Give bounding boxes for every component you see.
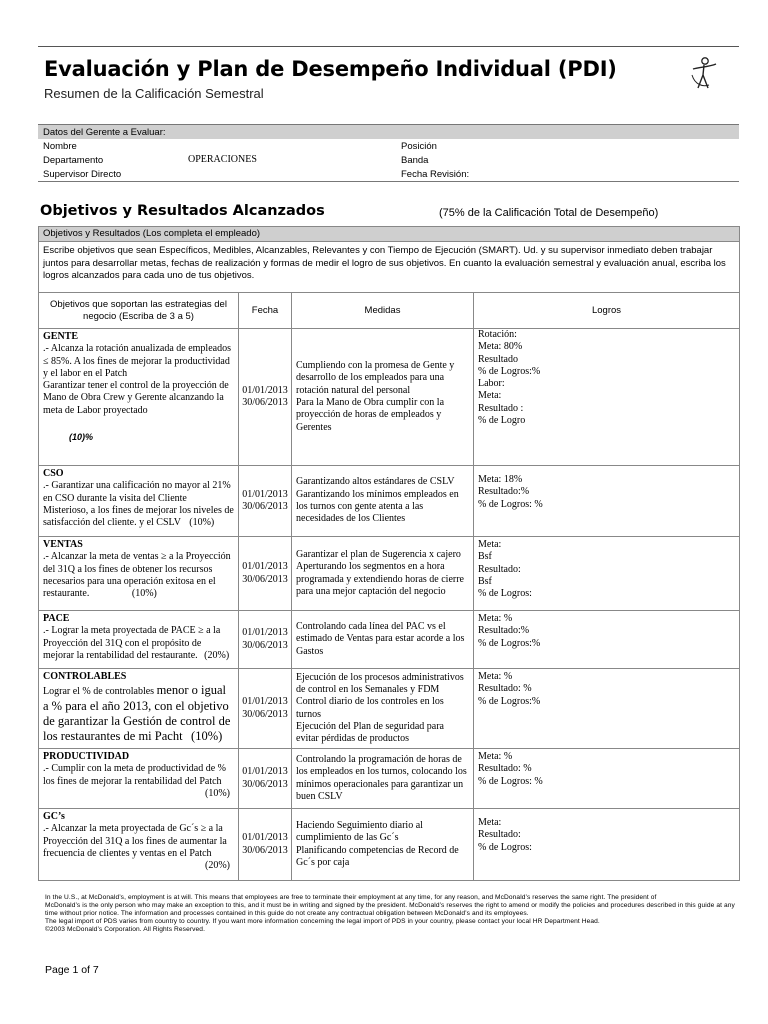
page-title: Evaluación y Plan de Desempeño Individual (PDI) [44,57,617,81]
objective-category: VENTAS [43,539,83,550]
manager-section-label: Datos del Gerente a Evaluar: [38,125,739,140]
objective-logros: Meta: Bsf Resultado: Bsf % de Logros: [474,537,740,611]
fecha-revision-label: Fecha Revisión: [396,167,739,182]
figure-logo-icon [689,55,719,91]
objective-row-productividad [39,749,740,809]
objective-logros: Meta: % Resultado: % % de Logros:% [474,669,740,749]
objective-percent: (10%) [131,588,157,600]
objective-row-ventas [39,537,740,611]
legal-line: ©2003 McDonald’s Corporation. All Rights Reserved. [45,926,206,933]
objective-fecha: 01/01/2013 30/06/2013 [239,749,292,809]
objective-medidas: Controlando cada línea del PAC vs el estimado de Ventas para estar acorde a los Gastos [292,611,474,669]
col-logros-header: Logros [474,293,740,329]
objective-category: PRODUCTIVIDAD [43,751,130,762]
objective-medidas: Garantizar el plan de Sugerencia x cajero Aperturando los segmentos en a hora programada y extendiendo horas de cierre para una mejor captación del negocio [292,537,474,611]
objective-text-small: Lograr el % de controlables [43,686,157,698]
nombre-label: Nombre [43,140,77,152]
objectives-section-title: Objetivos y Resultados Alcanzados [40,203,325,219]
legal-line: In the U.S., at McDonald’s, employment is at will. This means that employees are free to terminate their employment at any time, for any reason, and McDonald’s reserves the same right. The president of [45,894,657,901]
objective-logros: Meta: 18% Resultado:% % de Logros: % [474,466,740,537]
banda-label: Banda [401,154,429,166]
objective-fecha: 01/01/2013 30/06/2013 [239,809,292,881]
objective-category: CSO [43,468,64,479]
objective-logros: Meta: Resultado: % de Logros: [474,809,740,881]
objectives-section-note: (75% de la Calificación Total de Desempeño) [439,207,659,219]
objective-percent: (10%) [189,517,215,529]
posicion-label: Posición [401,140,437,152]
top-rule [38,46,739,47]
objective-fecha: 01/01/2013 30/06/2013 [239,329,292,466]
objective-medidas: Garantizando altos estándares de CSLV Garantizando los mínimos empleados en los turnos con gente atenta a las necesidades de los Clientes [292,466,474,537]
objective-percent: (20%) [205,860,230,872]
objective-logros: Meta: % Resultado: % % de Logros: % [474,749,740,809]
departamento-value: OPERACIONES [188,153,257,165]
legal-line: McDonald’s is the only person who may make an exception to this, and it must be in writing and signed by the president. McDonald’s reserves the right to amend or modify the policies and procedures described in this guide at any time without prior notice. The information and processes contained in this guide do not create any contractual obligation between McDonald’s and its employees. [45,902,735,917]
objectives-bar-label: Objetivos y Resultados (Los completa el empleado) [39,227,740,242]
objective-category: GENTE [43,331,79,342]
objective-text: .- Alcanzar la meta de ventas ≥ a la Proyección del 31Q a los fines de obtener los recursos necesarios para una operación exitosa en el restaurante. [43,551,231,600]
legal-line: The legal import of PDS varies from country to country. If you want more information concerning the legal import of PDS in your country, please contact your local HR Department Head. [45,918,600,925]
objective-text-large: menor o igual a % para el año 2013, con el objetivo de garantizar la Gestión de control de los restaurantes de mi Pacht [43,683,231,744]
legal-disclaimer [45,894,735,934]
objective-fecha: 01/01/2013 30/06/2013 [239,466,292,537]
objective-medidas: Ejecución de los procesos administrativos de control en los Semanales y FDM Control diario de los controles en los turnos Ejecución del Plan de seguridad para evitar pérdidas de productos [292,669,474,749]
objectives-intro: Escribe objetivos que sean Específicos, Medibles, Alcanzables, Relevantes y con Tiempo de Ejecución (SMART). Ud. y su supervisor inmediato deben trabajar juntos para desarrollar metas, fechas de realización y formas de medir el logro de sus objetivos. En cuanto la evaluación semestral y evaluación anual, escriba los logros alcanzados para cada uno de tus objetivos. [39,242,740,293]
objective-text: .- Alcanzar la meta proyectada de Gc´s ≥ a la Proyección del 31Q a los fines de aumentar la frecuencia de clientes y ventas en el Patch [43,823,227,859]
objective-category: CONTROLABLES [43,671,127,682]
col-fecha-header: Fecha [239,293,292,329]
objective-fecha: 01/01/2013 30/06/2013 [239,537,292,611]
objective-logros: Rotación: Meta: 80% Resultado % de Logros:% Labor: Meta: Resultado : % de Logro [474,329,740,466]
objective-text: .- Alcanza la rotación anualizada de empleados ≤ 85%. A los fines de mejorar la productividad y el labor en el Patch Garantizar tener el control de la proyección de Mano de Obra Crew y Gerente alcanzando la meta de Labor proyectado [43,343,231,416]
objective-row-gcs [39,809,740,881]
objective-category: GC’s [43,811,65,822]
objective-row-gente [39,329,740,466]
objective-logros: Meta: % Resultado:% % de Logros:% [474,611,740,669]
page-number: Page 1 of 7 [45,964,99,976]
objectives-table [38,226,740,881]
objective-medidas: Haciendo Seguimiento diario al cumplimiento de las Gc´s Planificando competencias de Record de Gc´s por caja [292,809,474,881]
objective-medidas: Controlando la programación de horas de los empleados en los turnos, colocando los mínimos operacionales para garantizar un buen CSLV [292,749,474,809]
objective-fecha: 01/01/2013 30/06/2013 [239,611,292,669]
col-medidas-header: Medidas [292,293,474,329]
objective-percent: (10%) [191,729,223,744]
objective-text: .- Garantizar una calificación no mayor al 21% en CSO durante la visita del Cliente Misterioso, a los fines de mejorar los niveles de satisfacción del cliente. y el CSLV [43,480,234,529]
objective-fecha: 01/01/2013 30/06/2013 [239,669,292,749]
objective-medidas: Cumpliendo con la promesa de Gente y desarrollo de los empleados para una rotación natural del personal Para la Mano de Obra cumplir con la proyección de horas de empleados y Gerentes [292,329,474,466]
objective-category: PACE [43,613,70,624]
page-subtitle: Resumen de la Calificación Semestral [44,86,264,101]
objective-text: .- Cumplir con la meta de productividad de % los fines de mejorar la rentabilidad del Patch [43,763,227,787]
objective-row-pace [39,611,740,669]
objective-text: .- Lograr la meta proyectada de PACE ≥ a la Proyección del 31Q con el propósito de mejorar la rentabilidad del restaurante. [43,625,221,661]
departamento-label: Departamento [43,154,104,166]
supervisor-label: Supervisor Directo [38,167,183,182]
objective-row-cso [39,466,740,537]
objective-row-controlables [39,669,740,749]
objective-percent: (10)% [69,432,94,443]
objective-percent: (20%) [204,649,230,661]
manager-data-table [38,124,739,182]
col-objetivos-header: Objetivos que soportan las estrategias del negocio (Escriba de 3 a 5) [39,293,239,329]
objective-percent: (10%) [205,787,230,799]
